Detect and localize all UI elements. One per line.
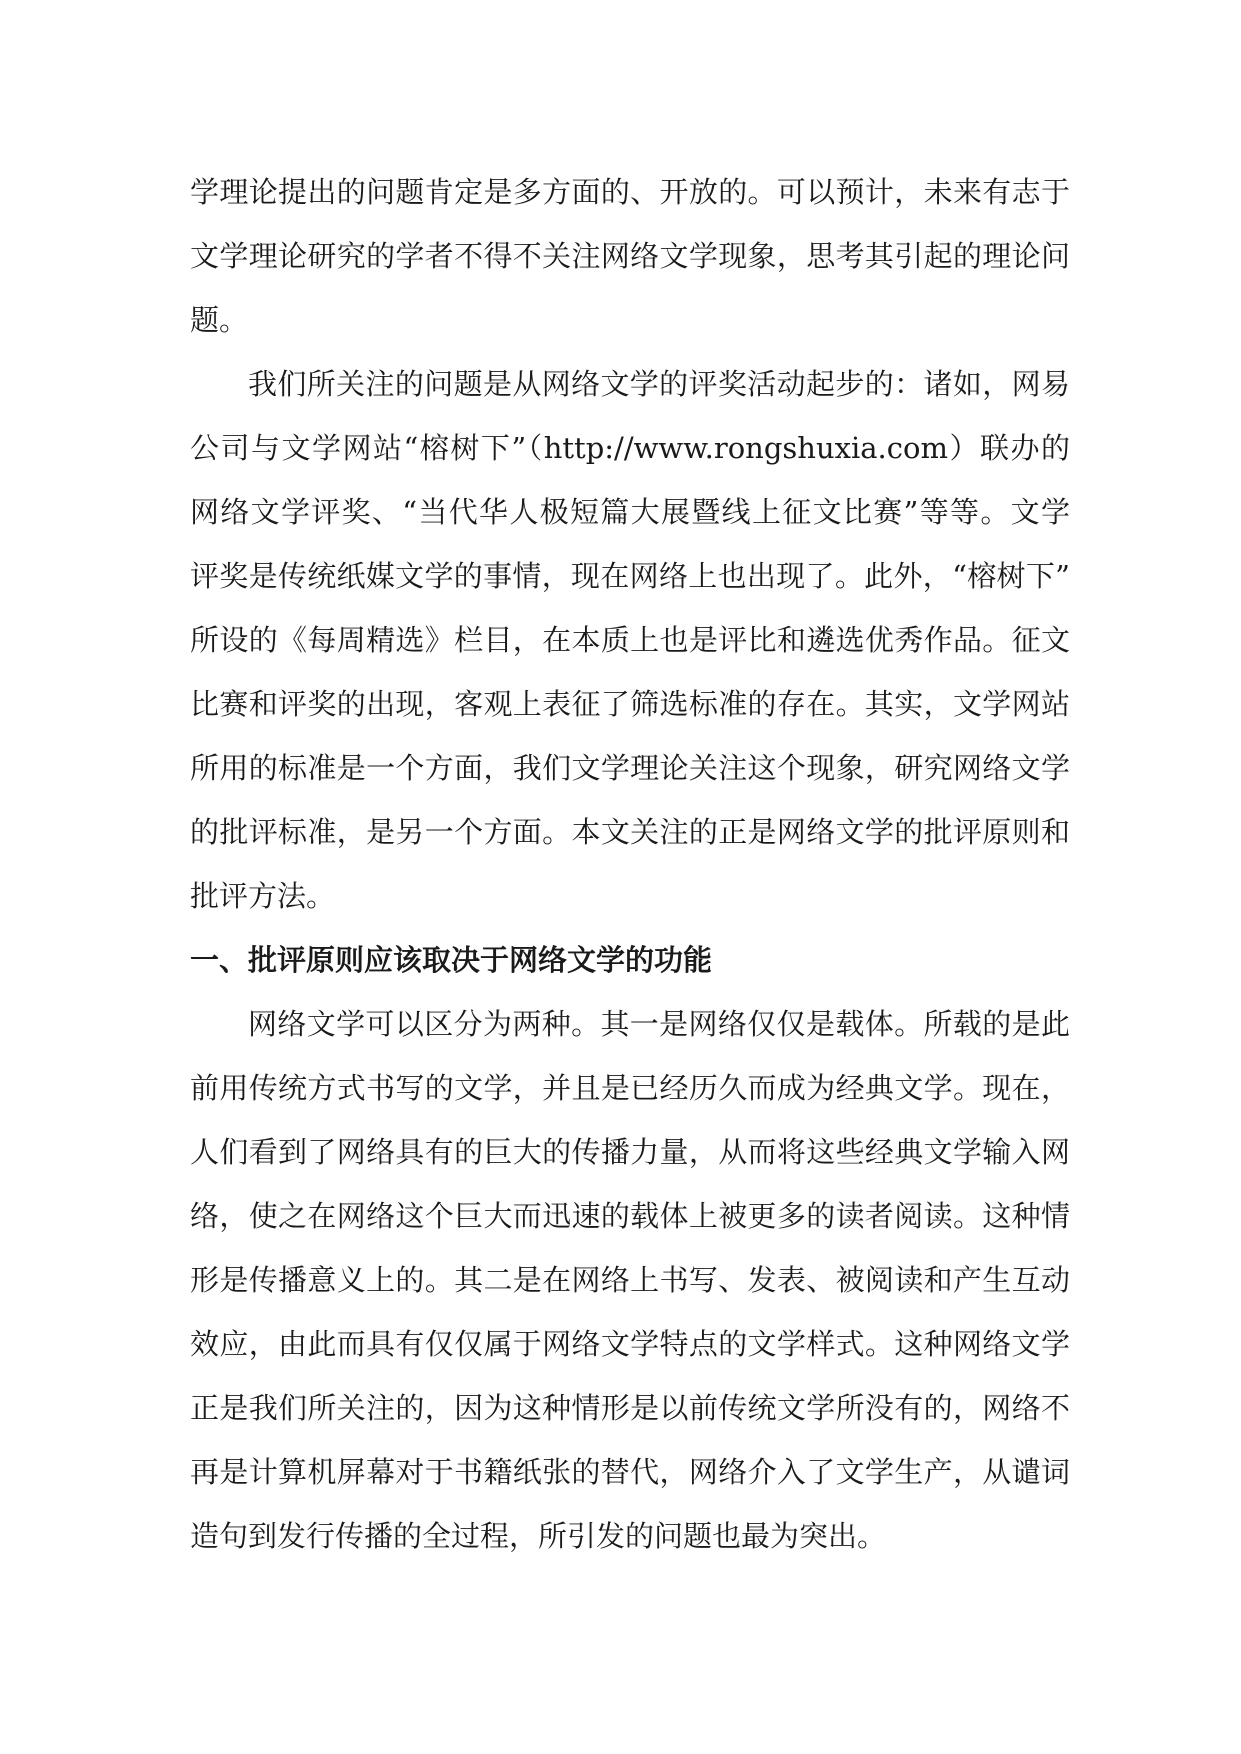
paragraph-line: 络，使之在网络这个巨大而迅速的载体上被更多的读者阅读。这种情 [190, 1199, 1070, 1233]
paragraph-line: 所设的《每周精选》栏目，在本质上也是评比和遴选优秀作品。征文 [190, 623, 1070, 657]
paragraph-line: 正是我们所关注的，因为这种情形是以前传统文学所没有的，网络不 [190, 1391, 1070, 1425]
paragraph-line: 网络文学可以区分为两种。其一是网络仅仅是载体。所载的是此 [248, 1007, 1070, 1041]
section-heading: 一、批评原则应该取决于网络文学的功能 [190, 943, 713, 977]
paragraph-line: 文学理论研究的学者不得不关注网络文学现象，思考其引起的理论问 [190, 239, 1070, 273]
paragraph-line: 效应，由此而具有仅仅属于网络文学特点的文学样式。这种网络文学 [190, 1327, 1070, 1361]
paragraph-line: 比赛和评奖的出现，客观上表征了筛选标准的存在。其实，文学网站 [190, 687, 1070, 721]
paragraph-line: 形是传播意义上的。其二是在网络上书写、发表、被阅读和产生互动 [190, 1263, 1070, 1297]
paragraph-line: 学理论提出的问题肯定是多方面的、开放的。可以预计，未来有志于 [190, 175, 1070, 209]
paragraph-line: 的批评标准，是另一个方面。本文关注的正是网络文学的批评原则和 [190, 815, 1070, 849]
paragraph-line: 所用的标准是一个方面，我们文学理论关注这个现象，研究网络文学 [190, 751, 1070, 785]
paragraph-line: 人们看到了网络具有的巨大的传播力量，从而将这些经典文学输入网 [190, 1135, 1070, 1169]
body-text [190, 160, 1070, 1568]
paragraph-line: 评奖是传统纸媒文学的事情，现在网络上也出现了。此外，“榕树下” [190, 559, 1070, 593]
paragraph-line: 再是计算机屏幕对于书籍纸张的替代，网络介入了文学生产，从谴词 [190, 1455, 1070, 1489]
paragraph-line: 我们所关注的问题是从网络文学的评奖活动起步的：诸如，网易 [248, 367, 1070, 401]
paragraph-line: 网络文学评奖、“当代华人极短篇大展暨线上征文比赛”等等。文学 [190, 495, 1070, 529]
paragraph-line: 造句到发行传播的全过程，所引发的问题也最为突出。 [190, 1519, 887, 1553]
paragraph-line: 公司与文学网站“榕树下”（http://www.rongshuxia.com）联办的 [190, 431, 1070, 465]
paragraph-line: 批评方法。 [190, 879, 336, 913]
paragraph-line: 题。 [190, 303, 249, 337]
paragraph-line: 前用传统方式书写的文学，并且是已经历久而成为经典文学。现在， [190, 1071, 1070, 1105]
